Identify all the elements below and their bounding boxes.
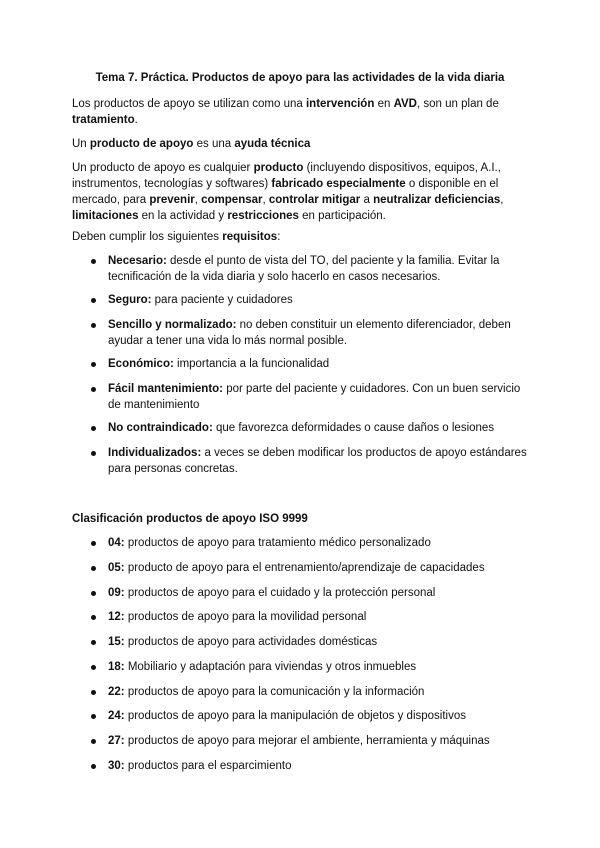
list-item [108, 317, 528, 349]
list-item [108, 708, 528, 724]
bullet-icon [91, 298, 96, 303]
bullet-icon [91, 739, 96, 744]
bold-text: neutralizar deficiencias [373, 194, 501, 206]
description-paragraph [72, 160, 522, 224]
bold-text: restricciones [227, 210, 299, 222]
list-item [108, 684, 528, 700]
text: o disponible en el mercado, para [72, 178, 499, 206]
list-item [108, 733, 528, 749]
text: , [500, 194, 504, 206]
item-term: No contraindicado: [108, 422, 213, 434]
item-code: 09: [108, 587, 125, 599]
text: es una [193, 138, 235, 150]
item-code: 05: [108, 562, 125, 574]
item-code: 30: [108, 760, 125, 772]
item-code: 24: [108, 710, 125, 722]
text: , [262, 194, 269, 206]
text: Un producto de apoyo es cualquier [72, 162, 254, 174]
list-item [108, 659, 528, 675]
item-text: producto de apoyo para el entrenamiento/aprendizaje de capacidades [124, 562, 485, 574]
list-item [108, 609, 528, 625]
text: , [194, 194, 202, 206]
bullet-icon [91, 541, 96, 546]
item-text: productos de apoyo para la manipulación de objetos y dispositivos [124, 710, 467, 722]
bullet-icon [91, 362, 96, 367]
page-title: Tema 7. Práctica. Productos de apoyo para las actividades de la vida diaria [95, 72, 505, 84]
item-text: productos de apoyo para la comunicación y la información [124, 686, 425, 698]
item-text: no deben constituir un elemento diferenciador, deben ayudar a tener una vida lo más normal posible. [108, 319, 511, 347]
item-code: 15: [108, 636, 125, 648]
text: en [374, 98, 394, 110]
item-text: productos de apoyo para la movilidad personal [124, 611, 367, 623]
text: en participación. [298, 210, 386, 222]
item-term: Económico: [108, 358, 174, 370]
bullet-icon [91, 259, 96, 264]
definition-paragraph [72, 136, 522, 152]
item-term: Seguro: [108, 294, 152, 306]
list-item [108, 381, 528, 413]
item-text: productos de apoyo para tratamiento médico personalizado [124, 537, 431, 549]
bullet-icon [91, 615, 96, 620]
bullet-icon [91, 665, 96, 670]
list-item [108, 356, 528, 372]
item-text: productos de apoyo para mejorar el ambiente, herramienta y máquinas [124, 735, 490, 747]
text: Deben cumplir los siguientes [72, 231, 223, 243]
item-text: productos de apoyo para actividades domésticas [124, 636, 378, 648]
bold-text: producto [253, 162, 304, 174]
bold-text: limitaciones [72, 210, 139, 222]
bold-text: fabricado especialmente [271, 178, 406, 190]
item-text: para paciente y cuidadores [151, 294, 293, 306]
item-term: Necesario: [108, 255, 167, 267]
item-text: productos de apoyo para el cuidado y la protección personal [124, 587, 436, 599]
bullet-icon [91, 640, 96, 645]
bullet-icon [91, 566, 96, 571]
item-text: por parte del paciente y cuidadores. Con un buen servicio de mantenimiento [108, 383, 521, 411]
bold-text: producto de apoyo [89, 138, 194, 150]
item-text: desde el punto de vista del TO, del paciente y la familia. Evitar la tecnificación de la vida diaria y solo hacerlo en casos necesarios. [108, 255, 500, 283]
text: Un [72, 138, 90, 150]
bold-text: ayuda técnica [234, 138, 311, 150]
bold-text: requisitos [222, 231, 278, 243]
bold-text: compensar [201, 194, 263, 206]
bullet-icon [91, 387, 96, 392]
text: (incluyendo dispositivos, equipos, A.I., instrumentos, tecnologías y softwares) [72, 162, 501, 190]
text: . [134, 114, 138, 126]
text: : [277, 231, 281, 243]
requirements-intro [72, 229, 522, 245]
bullet-icon [91, 451, 96, 456]
item-code: 18: [108, 661, 125, 673]
item-term: Individualizados: [108, 447, 202, 459]
bullet-icon [91, 323, 96, 328]
item-text: que favorezca deformidades o cause daños o lesiones [212, 422, 495, 434]
list-item [108, 420, 528, 436]
item-text: Mobiliario y adaptación para viviendas y otros inmuebles [124, 661, 417, 673]
bullet-icon [91, 714, 96, 719]
item-term: Fácil mantenimiento: [108, 383, 224, 395]
list-item [108, 535, 528, 551]
intro-paragraph [72, 96, 522, 128]
bold-text: intervención [305, 98, 375, 110]
item-text: productos para el esparcimiento [124, 760, 292, 772]
bullet-icon [91, 764, 96, 769]
bullet-icon [91, 591, 96, 596]
list-item [108, 758, 528, 774]
item-text: importancia a la funcionalidad [173, 358, 330, 370]
text: Los productos de apoyo se utilizan como una [72, 98, 306, 110]
item-text: a veces se deben modificar los productos de apoyo estándares para personas concretas. [108, 447, 527, 475]
list-item [108, 445, 528, 477]
classification-heading: Clasificación productos de apoyo ISO 9999 [72, 513, 308, 525]
list-item [108, 292, 528, 308]
item-code: 12: [108, 611, 125, 623]
item-code: 27: [108, 735, 125, 747]
text: , son un plan de [417, 98, 499, 110]
bullet-icon [91, 690, 96, 695]
bold-text: controlar mitigar [268, 194, 361, 206]
item-code: 22: [108, 686, 125, 698]
text: en la actividad y [138, 210, 228, 222]
bold-text: tratamiento [72, 114, 135, 126]
item-term: Sencillo y normalizado: [108, 319, 237, 331]
list-item [108, 560, 528, 576]
bold-text: prevenir [149, 194, 195, 206]
text: a [360, 194, 374, 206]
list-item [108, 585, 528, 601]
bullet-icon [91, 426, 96, 431]
bold-text: AVD [393, 98, 417, 110]
item-code: 04: [108, 537, 125, 549]
list-item [108, 634, 528, 650]
list-item [108, 253, 528, 285]
